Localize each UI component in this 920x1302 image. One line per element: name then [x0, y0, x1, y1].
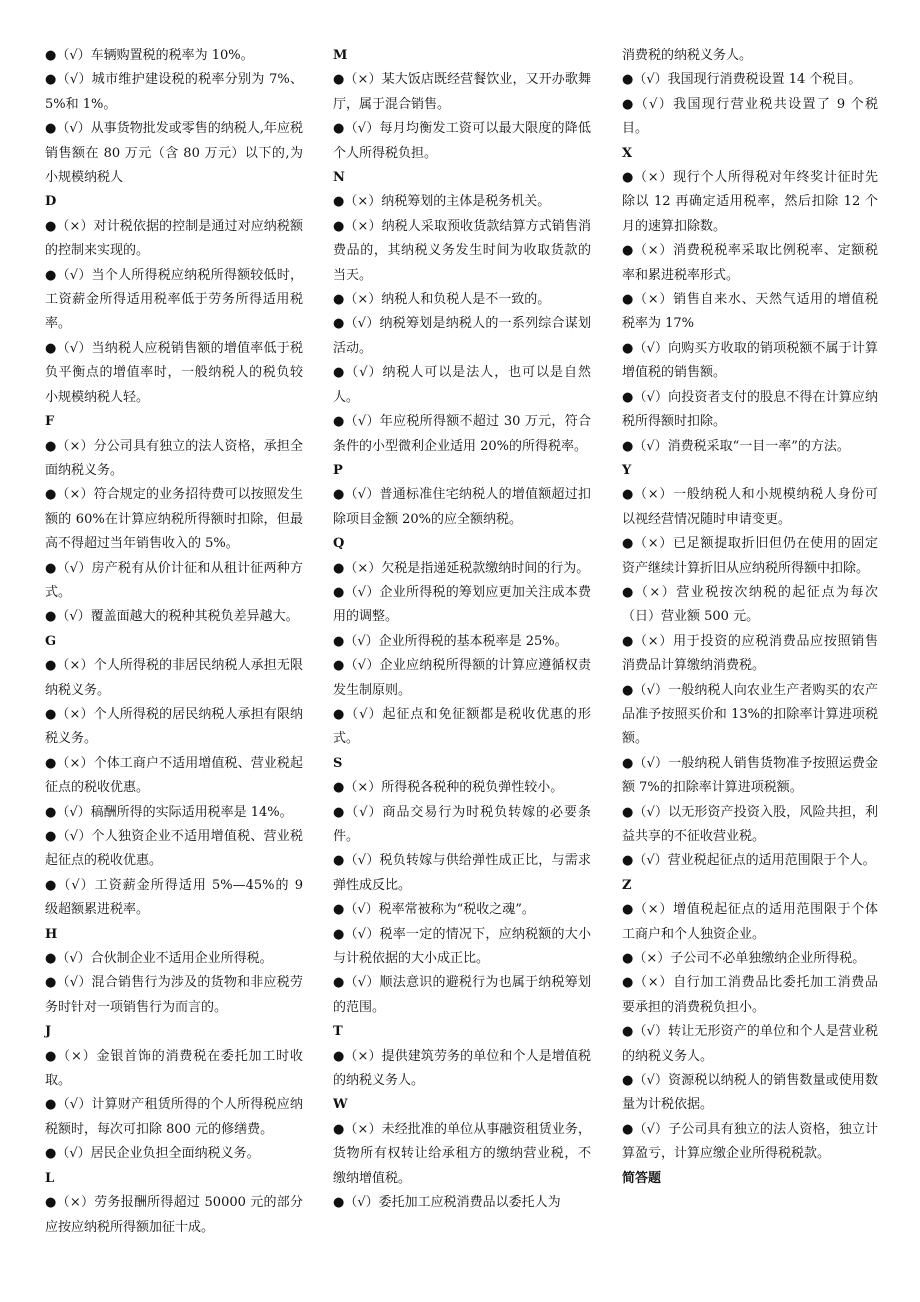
judgment-item: ●（×）增值税起征点的适用范围限于个体工商户和个人独资企业。: [622, 902, 878, 942]
judgment-item: ●（√）子公司具有独立的法人资格，独立计算盈亏，计算应缴企业所得税税款。: [622, 1121, 878, 1162]
judgment-item: ●（√）税负转嫁与供给弹性成正比，与需求弹性成反比。: [333, 853, 591, 893]
judgment-item: ●（√）我国现行消费税设置 14 个税目。: [622, 72, 862, 88]
section-letter-heading: M: [333, 48, 348, 63]
judgment-item: ●（×）现行个人所得税对年终奖计征时先除以 12 再确定适用税率，然后扣除 12 个月的速算扣除数。: [622, 170, 878, 234]
judgment-item: ●（×）销售自来水、天然气适用的增值税税率为 17%: [622, 292, 878, 332]
judgment-item: ●（√）稿酬所得的实际适用税率是 14%。: [45, 804, 293, 820]
judgment-item: ●（×）某大饭店既经营餐饮业，又开办歌舞厅，属于混合销售。: [333, 72, 591, 112]
section-letter-heading: Y: [622, 462, 632, 478]
judgment-item: ●（√）向购买方收取的销项税额不属于计算增值税的销售额。: [622, 340, 878, 381]
judgment-item: ●（×）个人所得税的非居民纳税人承担无限纳税义务。: [45, 658, 303, 698]
judgment-item: ●（√）资源税以纳税人的销售数量或使用数量为计税依据。: [622, 1073, 878, 1113]
section-letter-heading: S: [333, 755, 343, 771]
section-letter-heading: T: [333, 1024, 343, 1040]
judgment-item: ●（×）金银首饰的消费税在委托加工时收取。: [45, 1048, 303, 1089]
judgment-item: ●（√）我国现行营业税共设置了 9 个税目。: [622, 96, 878, 137]
judgment-item: ●（×）未经批准的单位从事融资租赁业务，货物所有权转让给承租方的缴纳营业税，不缴纳增值税。: [333, 1121, 591, 1186]
section-letter-heading: W: [333, 1097, 348, 1113]
section-letter-heading: G: [45, 633, 57, 649]
section-letter-heading: 简答题: [622, 1170, 662, 1186]
section-letter-heading: Q: [333, 536, 345, 552]
judgment-item: ●（√）企业所得税的筹划应更加关注成本费用的调整。: [333, 584, 591, 625]
judgment-item: ●（√）城市维护建设税的税率分别为 7%、5%和 1%。: [45, 72, 303, 112]
judgment-item: ●（×）营业税按次纳税的起征点为每次（日）营业额 500 元。: [622, 584, 878, 625]
judgment-item: ●（√）混合销售行为涉及的货物和非应税劳务时针对一项销售行为而言的。: [45, 975, 303, 1015]
column-1: [45, 44, 303, 1240]
judgment-item: ●（√）居民企业负担全面纳税义务。: [45, 1146, 260, 1162]
judgment-item: ●（√）每月均衡发工资可以最大限度的降低个人所得税负担。: [333, 121, 591, 161]
judgment-item: ●（√）当个人所得税应纳税所得额较低时，工资薪金所得适用税率低于劳务所得适用税率。: [45, 267, 303, 332]
judgment-item: 消费税的纳税义务人。: [622, 48, 753, 63]
judgment-item: ●（√）企业应纳税所得额的计算应遵循权责发生制原则。: [333, 658, 591, 698]
judgment-item: ●（×）提供建筑劳务的单位和个人是增值税的纳税义务人。: [333, 1048, 591, 1089]
section-letter-heading: H: [45, 926, 58, 942]
judgment-item: ●（×）符合规定的业务招待费可以按照发生额的 60%在计算应纳税所得额时扣除，但最高不得超过当年销售收入的 5%。: [45, 487, 303, 552]
judgment-item: ●（√）一般纳税人向农业生产者购买的农产品准予按照买价和 13%的扣除率计算进项税额。: [622, 682, 878, 747]
judgment-item: ●（×）用于投资的应税消费品应按照销售消费品计算缴纳消费税。: [622, 633, 878, 674]
section-letter-heading: N: [333, 170, 345, 186]
judgment-item: ●（×）个体工商户不适用增值税、营业税起征点的税收优惠。: [45, 755, 303, 796]
judgment-item: ●（√）从事货物批发或零售的纳税人,年应税销售额在 80 万元（含 80 万元）以下的,为小规模纳税人: [45, 121, 303, 186]
judgment-item: ●（×）劳务报酬所得超过 50000 元的部分应按应纳税所得额加征十成。: [45, 1195, 303, 1235]
judgment-item: ●（×）纳税筹划的主体是税务机关。: [333, 194, 551, 210]
section-letter-heading: P: [333, 462, 343, 478]
judgment-item: ●（√）车辆购置税的税率为 10%。: [45, 48, 254, 63]
judgment-item: ●（×）对计税依据的控制是通过对应纳税额的控制来实现的。: [45, 218, 303, 259]
judgment-item: ●（√）起征点和免征额都是税收优惠的形式。: [333, 706, 591, 747]
judgment-item: ●（√）房产税有从价计征和从租计征两种方式。: [45, 560, 303, 600]
judgment-item: ●（×）纳税人和负税人是不一致的。: [333, 292, 551, 308]
column-3: [622, 44, 878, 1191]
section-letter-heading: L: [45, 1170, 55, 1186]
judgment-item: ●（√）消费税采取“一目一率”的方法。: [622, 438, 850, 454]
judgment-item: ●（√）合伙制企业不适用企业所得税。: [45, 951, 273, 967]
judgment-item: ●（√）纳税筹划是纳税人的一系列综合谋划活动。: [333, 316, 591, 356]
judgment-item: ●（√）转让无形资产的单位和个人是营业税的纳税义务人。: [622, 1024, 878, 1064]
judgment-item: ●（×）自行加工消费品比委托加工消费品要承担的消费税负担小。: [622, 975, 878, 1015]
judgment-item: ●（×）子公司不必单独缴纳企业所得税。: [622, 951, 866, 967]
section-letter-heading: F: [45, 414, 55, 430]
judgment-item: ●（√）企业所得税的基本税率是 25%。: [333, 633, 568, 649]
section-letter-heading: D: [45, 194, 57, 210]
judgment-item: ●（√）个人独资企业不适用增值税、营业税起征点的税收优惠。: [45, 829, 303, 869]
judgment-item: ●（×）个人所得税的居民纳税人承担有限纳税义务。: [45, 706, 303, 747]
judgment-item: ●（×）分公司具有独立的法人资格，承担全面纳税义务。: [45, 438, 303, 478]
section-letter-heading: Z: [622, 877, 632, 893]
judgment-item: ●（√）税率一定的情况下，应纳税额的大小与计税依据的大小成正比。: [333, 926, 591, 967]
judgment-item: ●（√）纳税人可以是法人，也可以是自然人。: [333, 365, 591, 405]
judgment-item: ●（√）委托加工应税消费品以委托人为: [333, 1195, 561, 1211]
judgment-item: ●（√）一般纳税人销售货物准予按照运费金额 7%的扣除率计算进项税额。: [622, 755, 878, 796]
judgment-item: ●（×）所得税各税种的税负弹性较小。: [333, 780, 564, 796]
judgment-item: ●（√）以无形资产投资入股，风险共担，利益共享的不征收营业税。: [622, 804, 878, 844]
judgment-item: ●（√）营业税起征点的适用范围限于个人。: [622, 853, 876, 869]
judgment-item: ●（√）向投资者支付的股息不得在计算应纳税所得额时扣除。: [622, 389, 878, 430]
judgment-item: ●（×）一般纳税人和小规模纳税人身份可以视经营情况随时申请变更。: [622, 487, 878, 527]
judgment-item: ●（×）已足额提取折旧但仍在使用的固定资产继续计算折旧从应纳税所得额中扣除。: [622, 536, 878, 576]
judgment-item: ●（√）工资薪金所得适用 5%—45%的 9 级超额累进税率。: [45, 877, 303, 918]
judgment-item: ●（√）当纳税人应税销售额的增值率低于税负平衡点的增值率时，一般纳税人的税负较小规模纳税人轻。: [45, 340, 303, 405]
judgment-item: ●（×）纳税人采取预收货款结算方式销售消费品的，其纳税义务发生时间为收取货款的当天。: [333, 218, 591, 283]
column-2: [333, 44, 591, 1216]
judgment-item: ●（×）消费税税率采取比例税率、定额税率和累进税率形式。: [622, 243, 878, 283]
judgment-item: ●（√）顺法意识的避税行为也属于纳税筹划的范围。: [333, 975, 591, 1015]
section-letter-heading: X: [622, 145, 633, 161]
judgment-item: ●（√）税率常被称为“税收之魂”。: [333, 902, 535, 918]
judgment-item: ●（√）计算财产租赁所得的个人所得税应纳税额时，每次可扣除 800 元的修缮费。: [45, 1097, 303, 1137]
judgment-item: ●（√）覆盖面越大的税种其税负差异越大。: [45, 609, 299, 625]
judgment-item: ●（√）年应税所得额不超过 30 万元，符合条件的小型微利企业适用 20%的所得税率。: [333, 414, 591, 454]
judgment-item: ●（√）普通标准住宅纳税人的增值额超过扣除项目金额 20%的应全额纳税。: [333, 487, 591, 527]
judgment-item: ●（×）欠税是指递延税款缴纳时间的行为。: [333, 560, 590, 576]
judgment-item: ●（√）商品交易行为时税负转嫁的必要条件。: [333, 804, 591, 844]
section-letter-heading: J: [45, 1024, 52, 1040]
